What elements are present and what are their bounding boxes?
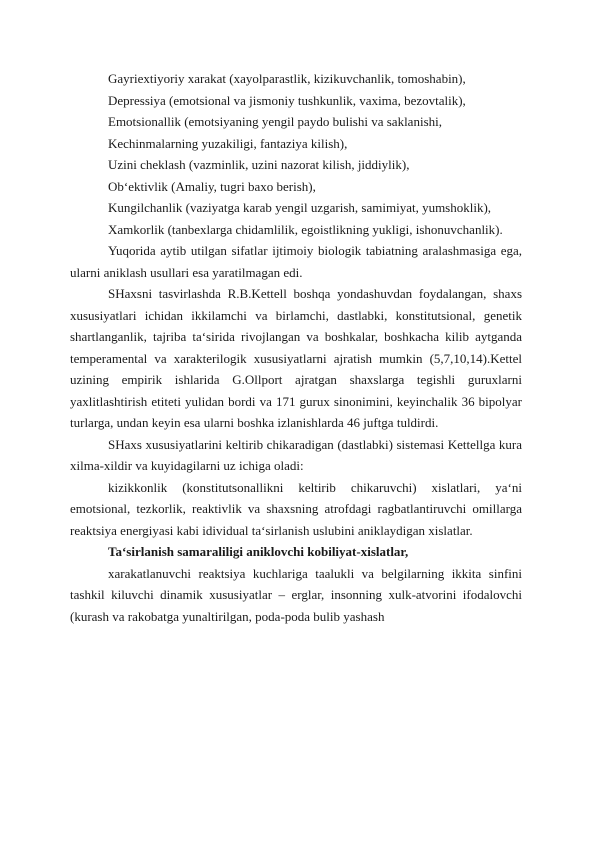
document-page: [70, 68, 522, 627]
paragraph: Gayriextiyoriy xarakat (xayolparastlik, kizikuvchanlik, tomoshabin),: [108, 71, 466, 86]
paragraph: Uzini cheklash (vazminlik, uzini nazorat kilish, jiddiylik),: [108, 157, 410, 172]
paragraph: Xamkorlik (tanbexlarga chidamlilik, egoistlikning yukligi, ishonuvchanlik).: [108, 221, 503, 237]
paragraph: SHaxsni tasvirlashda R.B.Kettell boshqa yondashuvdan foydalangan, shaxs xususiyatlari ichidan ikkilamchi va birlamchi, dastlabki, konstitutsional, genetik shartlanganlik, tajriba ta‘sirida rivojlangan va boshkalar, boshkacha kilib aytganda temperamental va xarakterilogik xususiyatlarni ajratish mumkin (5,7,10,14).Kettel uzining empirik ishlarida G.Ollport ajratgan shaxslarga tegishli guruxlarni yaxlitlashtirish etiteti yulidan bordi va 171 gurux sinonimini, keyinchalik 36 bipolyar turlarga, undan keyin esa ularni boshka izlanishlarda 46 juftga tuldirdi.: [70, 286, 522, 430]
paragraph: xarakatlanuvchi reaktsiya kuchlariga taalukli va belgilarning ikkita sinfini tashkil kiluvchi dinamik xususiyatlar – erglar, insonning xulk-atvorini ifodalovchi (kurash va rakobatga yunaltirilgan, poda-poda bulib yashash: [70, 565, 522, 624]
paragraph: Ob‘ektivlik (Amaliy, tugri baxo berish),: [108, 178, 316, 194]
paragraph: kizikkonlik (konstitutsonallikni keltirib chikaruvchi) xislatlari, ya‘ni emotsional, tezkorlik, reaktivlik va shaxsning atrofdagi ragbatlantiruvchi omillarga reaktsiya energiyasi kabi idividual ta‘sirlanish uslubini aniklaydigan xislatlar.: [70, 479, 522, 538]
paragraph: Yuqorida aytib utilgan sifatlar ijtimoiy biologik tabiatning aralashmasiga ega, ularni aniklash usullari esa yaratilmagan edi.: [70, 243, 522, 280]
paragraph: Kechinmalarning yuzakiligi, fantaziya kilish),: [108, 135, 348, 151]
paragraph: Depressiya (emotsional va jismoniy tushkunlik, vaxima, bezovtalik),: [108, 92, 466, 108]
section-heading: Ta‘sirlanish samaraliligi aniklovchi kobiliyat-xislatlar,: [108, 544, 409, 559]
paragraph: Kungilchanlik (vaziyatga karab yengil uzgarish, samimiyat, yumshoklik),: [108, 200, 492, 215]
paragraph: Emotsionallik (emotsiyaning yengil paydo bulishi va saklanishi,: [108, 114, 442, 129]
paragraph: SHaxs xususiyatlarini keltirib chikaradigan (dastlabki) sistemasi Kettellga kura xilma-xildir va kuyidagilarni uz ichiga oladi:: [70, 436, 522, 473]
